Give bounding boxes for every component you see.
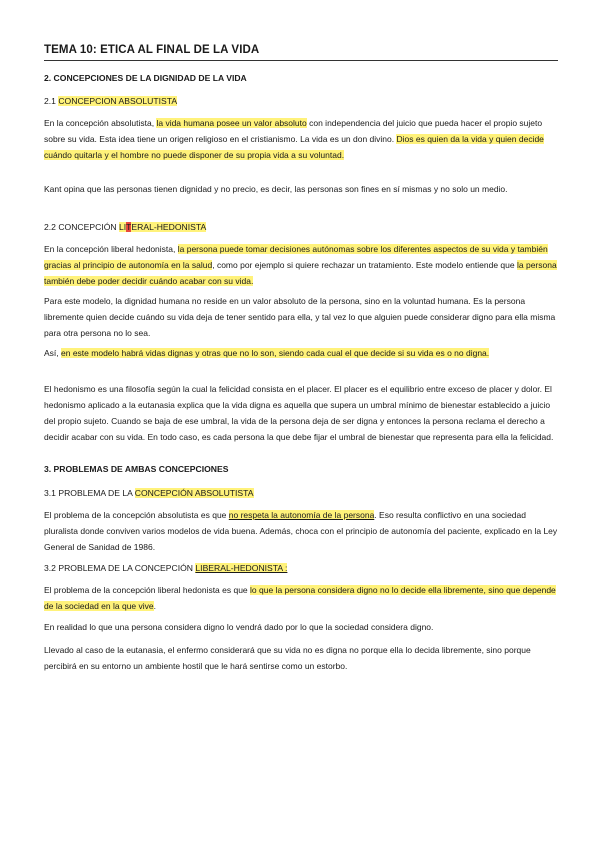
subsection-heading-3-1: 3.1 PROBLEMA DE LA CONCEPCIÓN ABSOLUTISTA xyxy=(44,488,254,498)
paragraph-problem-liberal: El problema de la concepción liberal hedonista es que lo que la persona considera digno no lo decide ella libremente, sino que depende de la sociedad en la que vive. xyxy=(44,585,556,611)
document-title: TEMA 10: ETICA AL FINAL DE LA VIDA xyxy=(44,44,558,61)
subsection-heading-3-2: 3.2 PROBLEMA DE LA CONCEPCIÓN LIBERAL-HEDONISTA : xyxy=(44,563,288,573)
paragraph-euthanasia: Llevado al caso de la eutanasia, el enfermo considerará que su vida no es digna no porque ella lo decida libremente, sino porque percibirá en su entorno un ambiente hostil que le hará sentirse como un estorbo. xyxy=(44,645,531,671)
section-heading-3: 3. PROBLEMAS DE AMBAS CONCEPCIONES xyxy=(44,464,229,474)
paragraph-problem-absolutist: El problema de la concepción absolutista es que no respeta la autonomía de la persona. Eso resulta conflictivo en una sociedad pluralista donde conviven varios modelos de vida buena. Además, choca con el principio de autonomía del paciente, explicado en la Ley General de Sanidad de 1986. xyxy=(44,510,558,552)
subsection-heading-2-1: 2.1 CONCEPCION ABSOLUTISTA xyxy=(44,96,178,106)
paragraph-liberal: En la concepción liberal hedonista, la persona puede tomar decisiones autónomas sobre los diferentes aspectos de su vida y también gracias al principio de autonomía en la salud, como por ejemplo si quiere rechazar un tratamiento. Este modelo entiende que la persona también debe poder decidir cuándo acabar con su vida. xyxy=(44,244,557,286)
paragraph-society-dignity: En realidad lo que una persona considera digno lo vendrá dado por lo que la sociedad considera digno. xyxy=(44,622,434,632)
paragraph-dignified-lives: Así, en este modelo habrá vidas dignas y otras que no lo son, siendo cada cual el que decide si su vida es o no digna. xyxy=(44,348,490,358)
section-heading-2: 2. CONCEPCIONES DE LA DIGNIDAD DE LA VIDA xyxy=(44,73,247,83)
paragraph-hedonism: El hedonismo es una filosofía según la cual la felicidad consista en el placer. El placer es el equilibrio entre exceso de placer y dolor. El hedonismo aplicado a la eutanasia explica que la vida digna es aquella que supera un umbral mínimo de bienestar establecido a juicio del propio sujeto. Cuando se baja de ese umbral, la vida de la persona deja de ser digna y entonces la persona reclama el derecho a decidir acabar con su vida. En todo caso, es cada persona la que debe fijar el umbral de bienestar que representa para ella la felicidad. xyxy=(44,384,554,442)
paragraph-absolutist: En la concepción absolutista, la vida humana posee un valor absoluto con independencia del juicio que pueda hacer el propio sujeto sobre su vida. Esta idea tiene un origen religioso en el cristianismo. La vida es un don divino. Dios es quien da la vida y quien decide cuándo quitarla y el hombre no puede disponer de su propia vida a su voluntad. xyxy=(44,118,544,160)
paragraph-dignity-will: Para este modelo, la dignidad humana no reside en un valor absoluto de la persona, sino en la voluntad humana. Es la persona libremente quien decide cuándo su vida deja de tener sentido para ella, y tal vez lo que alguien puede considerar digno para ella misma para otra persona no lo sea. xyxy=(44,296,556,338)
subsection-heading-2-2: 2.2 CONCEPCIÓN LITERAL-HEDONISTA xyxy=(44,222,207,232)
paragraph-kant: Kant opina que las personas tienen dignidad y no precio, es decir, las personas son fines en sí mismas y no solo un medio. xyxy=(44,184,508,194)
